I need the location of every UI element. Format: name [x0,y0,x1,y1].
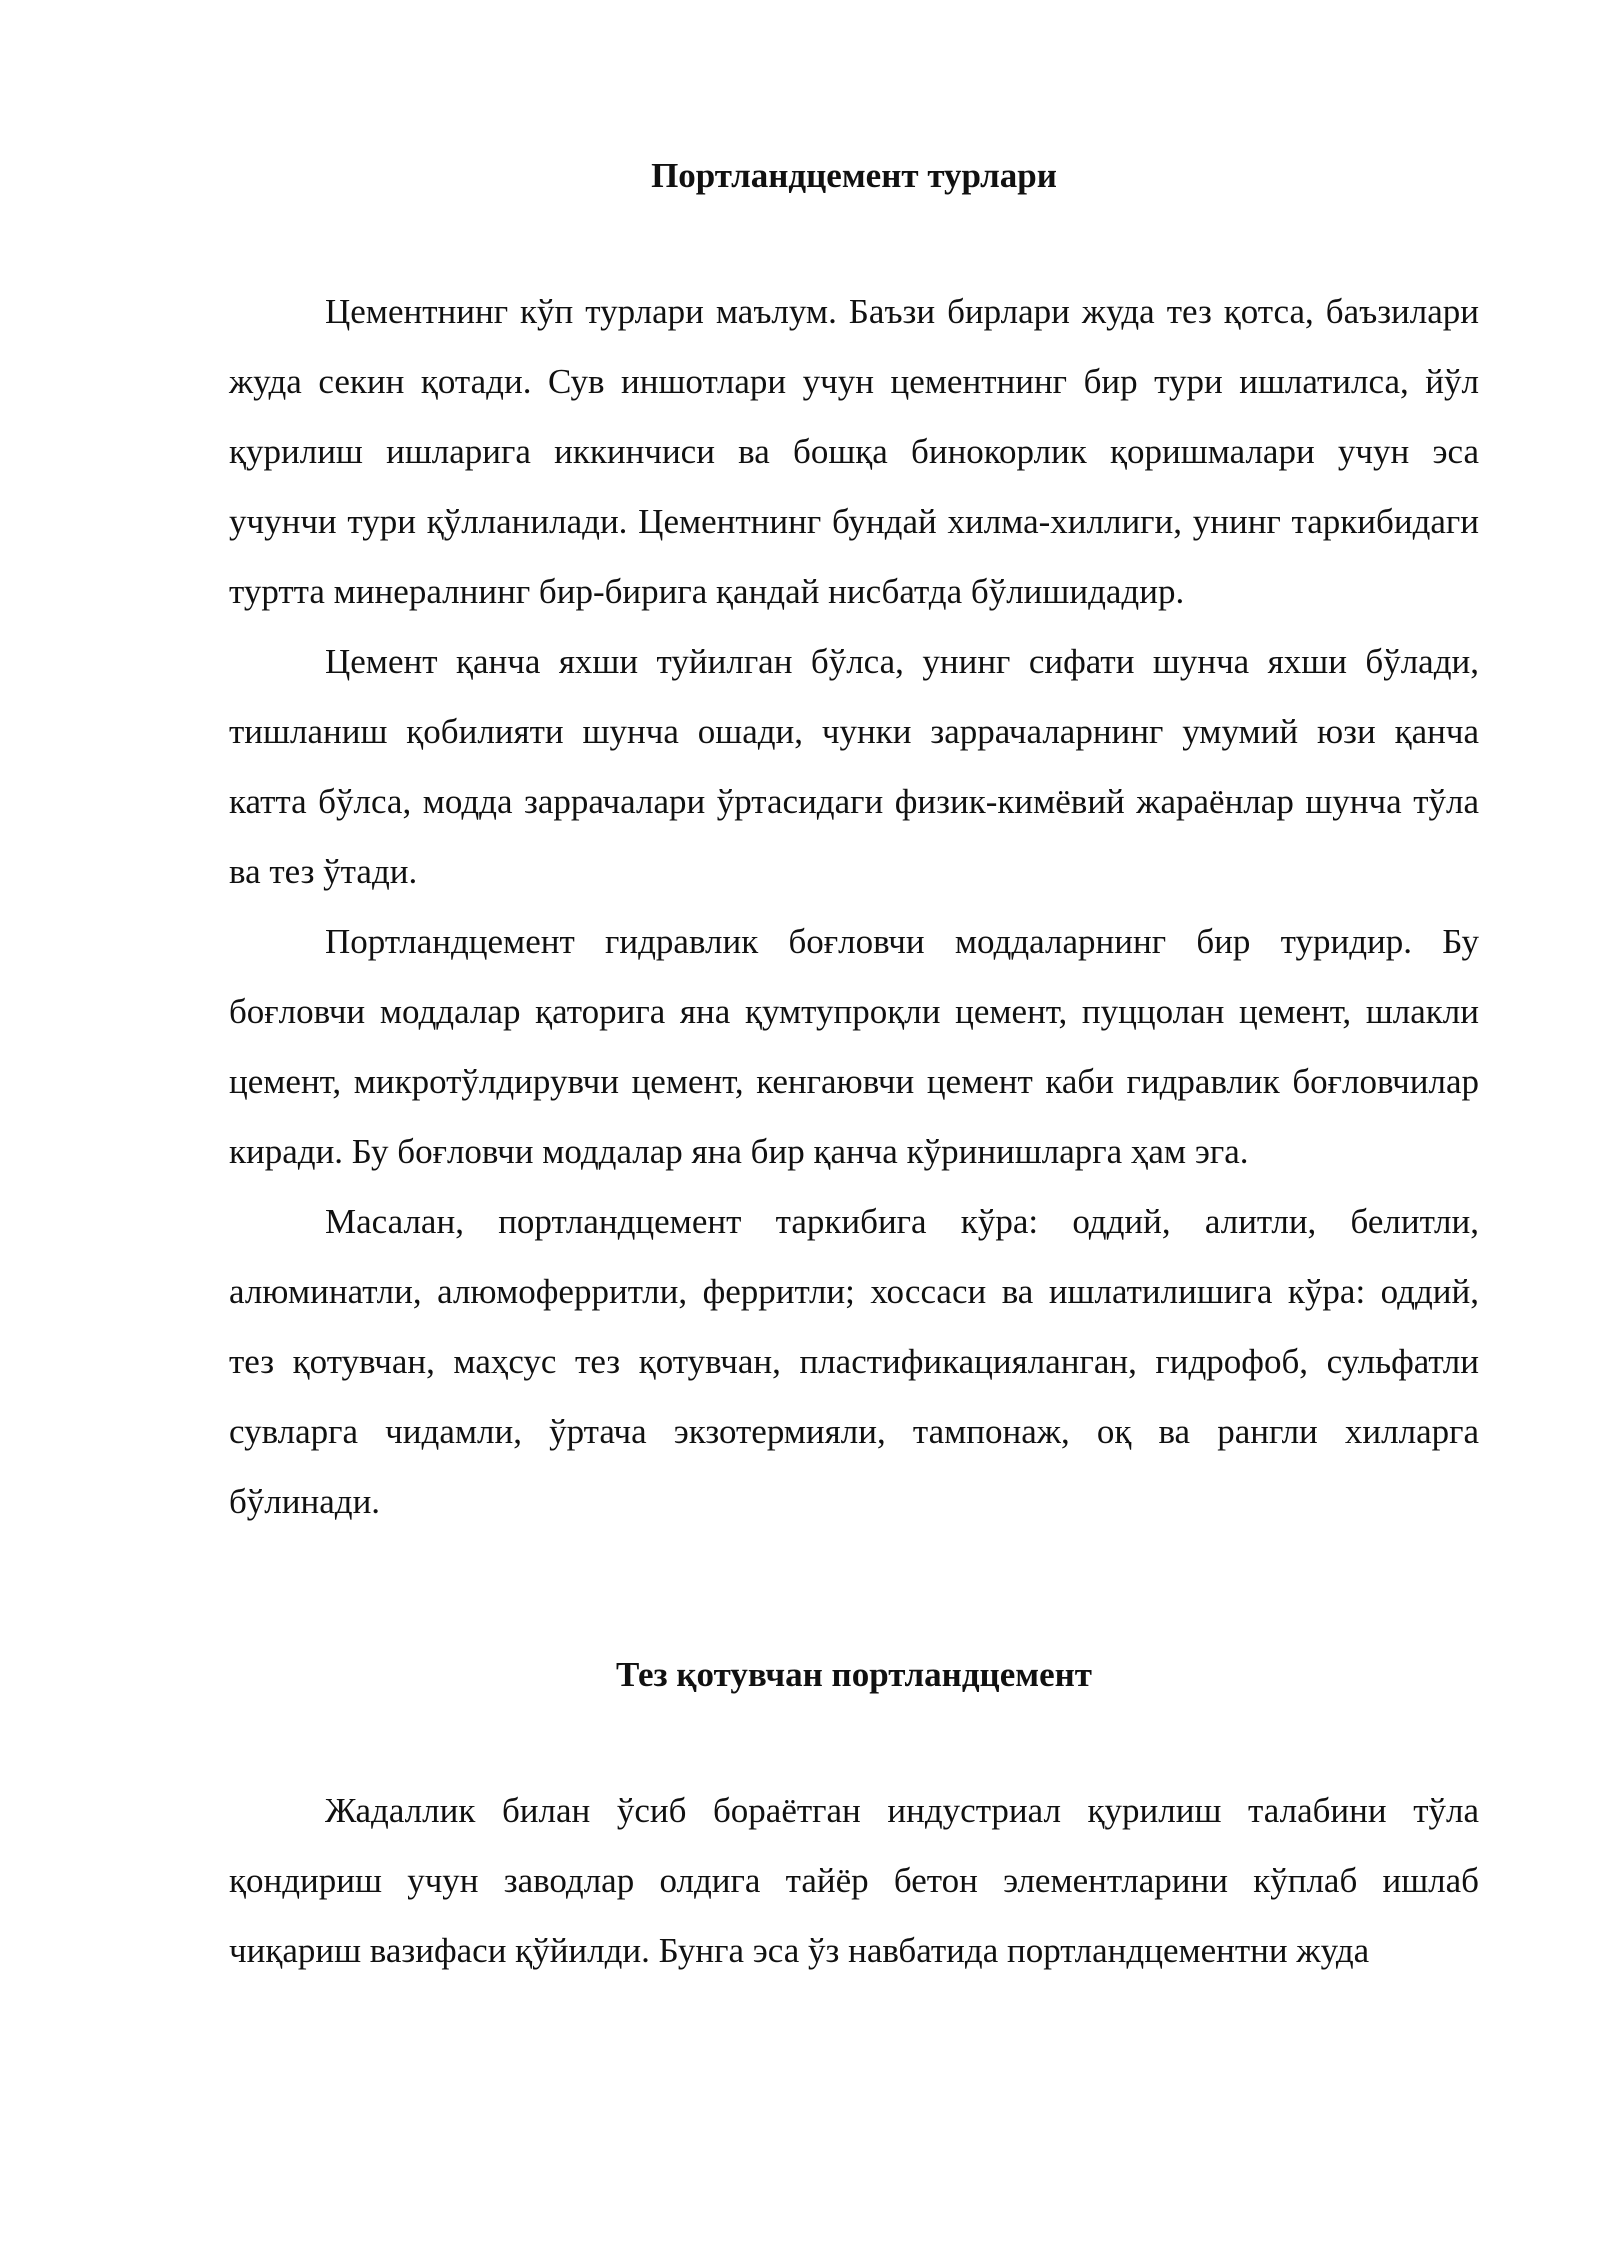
section-heading-fast-setting-cement: Тез қотувчан портландцемент [616,1655,1092,1694]
section-heading-portland-cement-types: Портландцемент турлари [651,156,1057,195]
paragraph: Жадаллик билан ўсиб бораётган индустриал қурилиш талабини тўла қондириш учун заводлар олдига тайёр бетон элементларини кўплаб ишлаб чиқариш вазифаси қўйилди. Бунга эса ўз навбатида портландцементни жуда [229,1791,1479,1970]
document-body [229,150,1479,1986]
spacer [229,1701,1479,1776]
spacer [229,1537,1479,1649]
paragraph: Цемент қанча яхши туйилган бўлса, унинг сифати шунча яхши бўлади, тишланиш қобилияти шунча ошади, чунки заррачаларнинг умумий юзи қанча катта бўлса, модда заррачалари ўртасидаги физик-кимёвий жараёнлар шунча тўла ва тез ўтади. [229,642,1479,891]
paragraph: Портландцемент гидравлик боғловчи моддаларнинг бир туридир. Бу боғловчи моддалар қаторига яна қумтупроқли цемент, пуццолан цемент, шлакли цемент, микротўлдирувчи цемент, кенгаювчи цемент каби гидравлик боғловчилар киради. Бу боғловчи моддалар яна бир қанча кўринишларга ҳам эга. [229,922,1479,1171]
paragraph: Цементнинг кўп турлари маълум. Баъзи бирлари жуда тез қотса, баъзилари жуда секин қотади. Сув иншотлари учун цементнинг бир тури ишлатилса, йўл қурилиш ишларига иккинчиси ва бошқа бинокорлик қоришмалари учун эса учунчи тури қўлланилади. Цементнинг бундай хилма-хиллиги, унинг таркибидаги туртта минералнинг бир-бирига қандай нисбатда бўлишидадир. [229,292,1479,611]
spacer [229,202,1479,277]
paragraph: Масалан, портландцемент таркибига кўра: оддий, алитли, белитли, алюминатли, алюмоферритли, ферритли; хоссаси ва ишлатилишига кўра: оддий, тез қотувчан, маҳсус тез қотувчан, пластификацияланган, гидрофоб, сульфатли сувларга чидамли, ўртача экзотермияли, тампонаж, оқ ва рангли хилларга бўлинади. [229,1202,1479,1521]
